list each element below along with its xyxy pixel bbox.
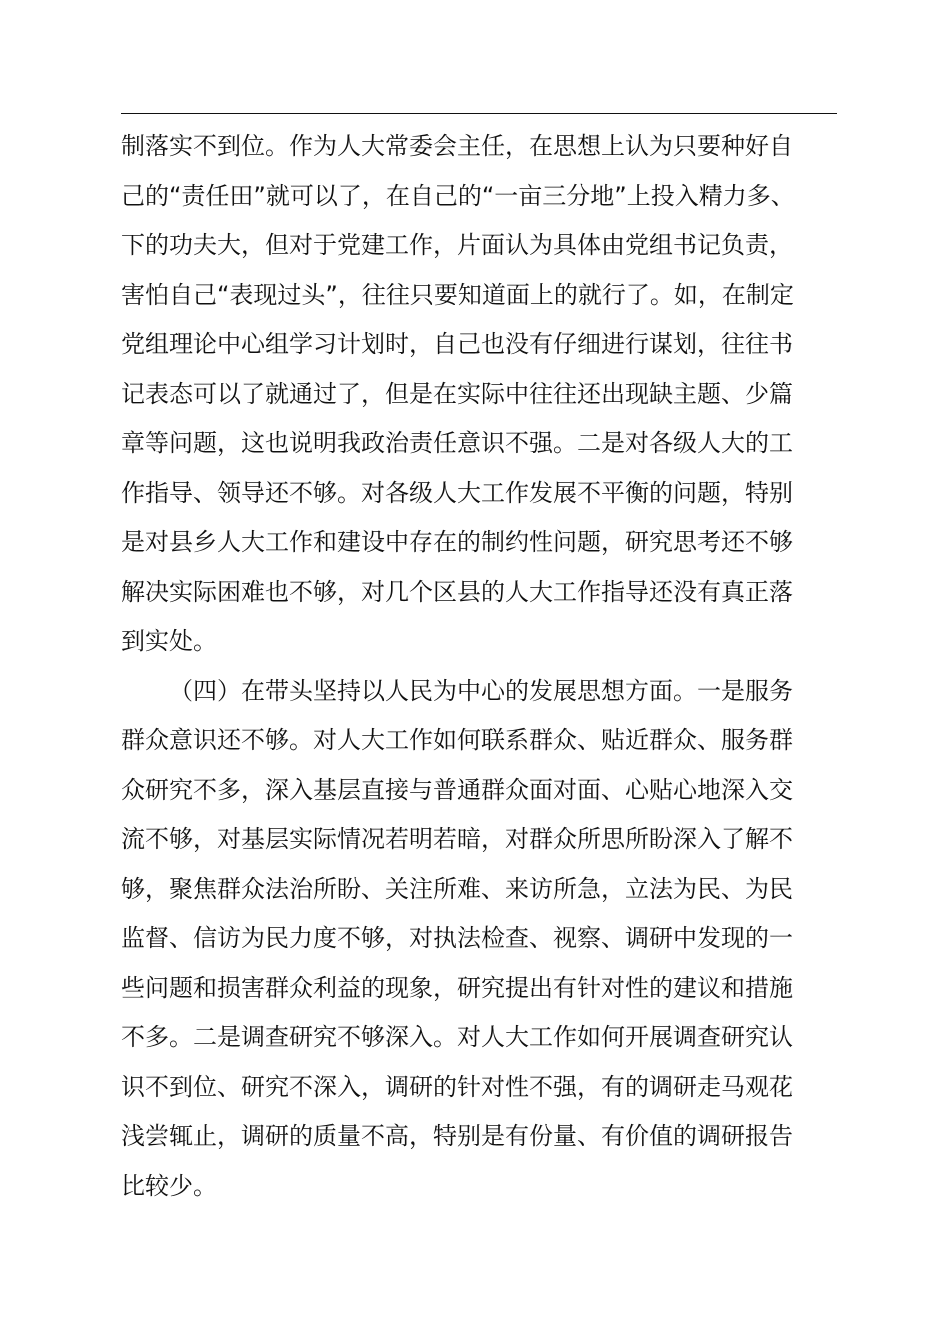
- text-line: 记表态可以了就通过了，但是在实际中往往还出现缺主题、少篇: [121, 379, 793, 408]
- text-line: 党组理论中心组学习计划时，自己也没有仔细进行谋划，往往书: [121, 330, 793, 358]
- section-heading-line: （四）在带头坚持以人民为中心的发展思想方面。一是服务: [169, 676, 793, 705]
- text-line: 制落实不到位。作为人大常委会主任，在思想上认为只要种好自: [121, 132, 793, 160]
- text-line: 是对县乡人大工作和建设中存在的制约性问题，研究思考还不够: [121, 528, 793, 556]
- text-line: 下的功夫大，但对于党建工作，片面认为具体由党组书记负责，: [121, 231, 793, 259]
- text-line: 识不到位、研究不深入，调研的针对性不强，有的调研走马观花: [121, 1072, 793, 1101]
- text-line: 监督、信访为民力度不够，对执法检查、视察、调研中发现的一: [121, 924, 793, 952]
- body-text: [121, 122, 841, 1211]
- text-line: 够，聚焦群众法治所盼、关注所难、来访所急，立法为民、为民: [121, 874, 793, 903]
- text-line: 己的“责任田”就可以了，在自己的“一亩三分地”上投入精力多、: [121, 181, 795, 210]
- text-line: 群众意识还不够。对人大工作如何联系群众、贴近群众、服务群: [121, 726, 793, 754]
- text-line: 作指导、领导还不够。对各级人大工作发展不平衡的问题，特别: [121, 478, 793, 507]
- text-line: 浅尝辄止，调研的质量不高，特别是有份量、有价值的调研报告: [121, 1122, 793, 1150]
- text-line: 流不够，对基层实际情况若明若暗，对群众所思所盼深入了解不: [121, 825, 793, 853]
- text-line: 章等问题，这也说明我政治责任意识不强。二是对各级人大的工: [121, 429, 793, 457]
- text-line: 到实处。: [121, 627, 217, 655]
- text-line: 众研究不多，深入基层直接与普通群众面对面、心贴心地深入交: [121, 775, 793, 804]
- text-line: 比较少。: [121, 1171, 217, 1200]
- text-line: 害怕自己“表现过头”，往往只要知道面上的就行了。如，在制定: [121, 280, 794, 309]
- header-rule: [121, 113, 837, 114]
- text-line: 解决实际困难也不够，对几个区县的人大工作指导还没有真正落: [121, 577, 793, 606]
- text-line: 些问题和损害群众利益的现象，研究提出有针对性的建议和措施: [121, 973, 793, 1002]
- text-line: 不多。二是调查研究不够深入。对人大工作如何开展调查研究认: [121, 1023, 793, 1051]
